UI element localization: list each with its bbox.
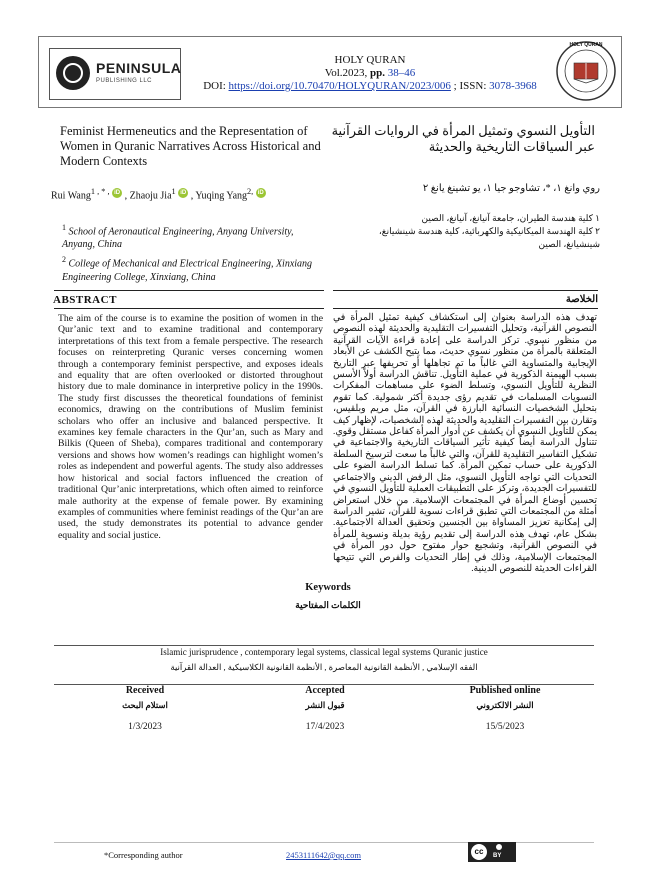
authors-en: Rui Wang$^{1 , * ,}$ iD , Zhaoju Jia$^1$ iD , Yuqing Yang$^{2,}$ iD xyxy=(51,187,264,202)
journal-seal xyxy=(555,38,617,104)
date-accepted: Accepted قبول النشر 17/4/2023 xyxy=(305,685,345,732)
abstract-heading: ABSTRACT xyxy=(53,294,117,306)
divider xyxy=(333,308,598,309)
cc-by-license-icon[interactable]: cc BY xyxy=(468,842,516,862)
author-2: , Zhaoju Jia xyxy=(122,190,172,202)
orcid-icon[interactable]: iD xyxy=(180,190,187,196)
publisher-logo xyxy=(49,48,181,100)
affiliation-ar-1: ١ كلية هندسة الطيران، جامعة آنيانغ، آنيانغ، الصين xyxy=(421,213,600,223)
orcid-icon[interactable]: iD xyxy=(114,190,121,196)
corresponding-author: *Corresponding author xyxy=(104,850,183,860)
abstract-ar-text: تهدف هذه الدراسة بعنوان إلى استكشاف كيفية تمثيل المرأة في النصوص القرآنية، وتحليل التفسيرات التقليدية والحديثة لهذه النصوص من منظور نسوي. تركز الدراسة على إعادة قراءة الآيات القرآنية المتعلقة بالمرأة من منظور نسوي حديث، مما يتيح الكشف عن الأبعاد الإيجابية والمتساوية التي غالباً ما تم تجاهلها أو تحريفها عبر التاريخ بسبب الهيمنة الذكورية في عملية التأويل. تناقش الدراسة أولاً الأسس النظرية للتأويل النسوي، وتسلط الضوء على مساهمات المفكرات النسويات المسلمات في تقديم رؤى جديدة أكثر شمولية. كما تقوم بتحليل الشخصيات النسائية البارزة في القرآن، مثل مريم وبلقيس، وتقارن بين التفسيرات التقليدية والحديثة لهذه الشخصيات، لإظهار كيف يمكن للتأويل النسوي أن يكشف عن أدوار المرأة كفاعل مستقل وقوي. تتناول الدراسة أيضاً كيفية تأثير السياقات التاريخية والاجتماعية في تشكيل التفاسير التقليدية للقرآن، والتي غالباً ما سعت لترسيخ السلطة الذكورية على حساب تمكين المرأة. كما تسلط الدراسة الضوء على التحديات التي تواجه التأويل النسوي، مثل الرفض الديني والاجتماعي للتفسيرات الجديدة، وتركز على التطبيقات العملية للتأويل النسوي في تحسين أوضاع المرأة في المجتمعات الإسلامية. من خلال استعراض أمثلة من المجتمعات التي تطبق قراءات نسوية للقرآن، تشير الدراسة إلى إمكانية تعزيز المساواة بين الجنسين وتحقيق العدالة الاجتماعية. بشكل عام، تهدف هذه الدراسة إلى تقديم رؤية بديلة ونسوية للمرأة في النصوص القرآنية، وتشجيع حوار مفتوح حول دور المرأة في المجتمعات الإسلامية، وذلك في إطار التحديات والفرص التي تتيحها القراءات الحديثة للنصوص الدينية. xyxy=(333,313,597,574)
paper-title-en: Feminist Hermeneutics and the Representation of Women in Quranic Narratives Across Historical and Modern Contexts xyxy=(60,124,321,168)
publisher-subtitle: PUBLISHING LLC xyxy=(96,78,153,84)
divider xyxy=(54,290,324,291)
abstract-text: The aim of the course is to examine the position of women in the Qur’anic text and to examine traditional and contemporary interpretations of this text from a female perspective. The research focuses on reinterpreting Quranic verses concerning women through a contemporary feminist perspective, and exposes ideals and equality that are often overlooked or distorted throughout history due to male dominance in interpretive policy in the 1990s. The study first discusses the theoretical foundations of feminist economics, drawing on the contributions of Muslim feminist scholars who offer an inclusive and balanced perspective. It examines key female characters in the Qur’an, such as Mary and Bilkis (Queen of Sheba), compares traditional and contemporary versions and shows how women’s readings can highlight women’s roles as independent and powerful agents. The study also addresses how historical and social factors influenced the creation of traditional Qur’anic interpretations, which often aimed to reinforce male authority at the expense of female power. By examining examples of communities where feminist readings of the Qur’an are used, the study demonstrates its potential to advance gender equality and social justice. xyxy=(58,313,323,541)
seal-text: HOLY QURAN xyxy=(569,42,603,48)
keywords-en: Islamic jurisprudence , contemporary legal systems, classical legal systems Quranic justice xyxy=(160,647,488,657)
orcid-icon[interactable]: iD xyxy=(257,190,264,196)
date-received: Received استلام البحث 1/3/2023 xyxy=(122,685,168,732)
affiliation-1: $^1$ School of Aeronautical Engineering, Anyang University, Anyang, China xyxy=(62,223,294,251)
journal-doi: DOI: https://doi.org/10.70470/HOLYQURAN/2023/006 ; ISSN: 3078-3968 xyxy=(203,80,537,92)
abstract-ar-heading: الخلاصة xyxy=(565,294,598,305)
divider xyxy=(54,308,324,309)
doi-link[interactable]: https://doi.org/10.70470/HOLYQURAN/2023/006 xyxy=(228,80,451,92)
keywords-heading: Keywords xyxy=(305,582,351,593)
affiliations-ar xyxy=(350,212,600,251)
issn-value: 3078-3968 xyxy=(489,80,537,92)
keywords-heading-ar: الكلمات المفتاحية xyxy=(295,600,361,610)
author-email[interactable]: 2453111642@qq.com xyxy=(286,850,361,860)
affiliations-en xyxy=(62,221,327,284)
author-1: Rui Wang xyxy=(51,190,91,202)
publisher-name: PENINSULA xyxy=(96,60,182,76)
journal-info xyxy=(190,54,550,93)
keywords-ar: الفقه الإسلامي , الأنظمة القانونية المعاصرة , الأنظمة القانونية الكلاسيكية , العدالة القرآنية xyxy=(170,662,478,672)
divider xyxy=(333,290,598,291)
affiliation-2: $^2$ College of Mechanical and Electrical Engineering, Xinxiang Engineering College, Xinxiang, China xyxy=(62,255,313,283)
author-3: , Yuqing Yang xyxy=(188,190,248,202)
publisher-emblem-icon xyxy=(56,56,90,90)
date-published: Published online النشر الالكتروني 15/5/2023 xyxy=(469,685,541,732)
journal-volume: Vol.2023, pp. 38–46 xyxy=(324,67,416,79)
journal-title: HOLY QURAN xyxy=(334,54,406,66)
authors-ar: روي وانغ ١، *، تشاوجو جيا ١، يو تشينغ يانغ ٢ xyxy=(422,183,600,194)
paper-title-ar: التأويل النسوي وتمثيل المرأة في الروايات القرآنية عبر السياقات التاريخية والحديثة xyxy=(331,123,595,154)
affiliation-ar-2: ٢ كلية الهندسة الميكانيكية والكهربائية، كلية هندسة شينشيانغ، شينشيانغ، الصين xyxy=(378,226,600,249)
